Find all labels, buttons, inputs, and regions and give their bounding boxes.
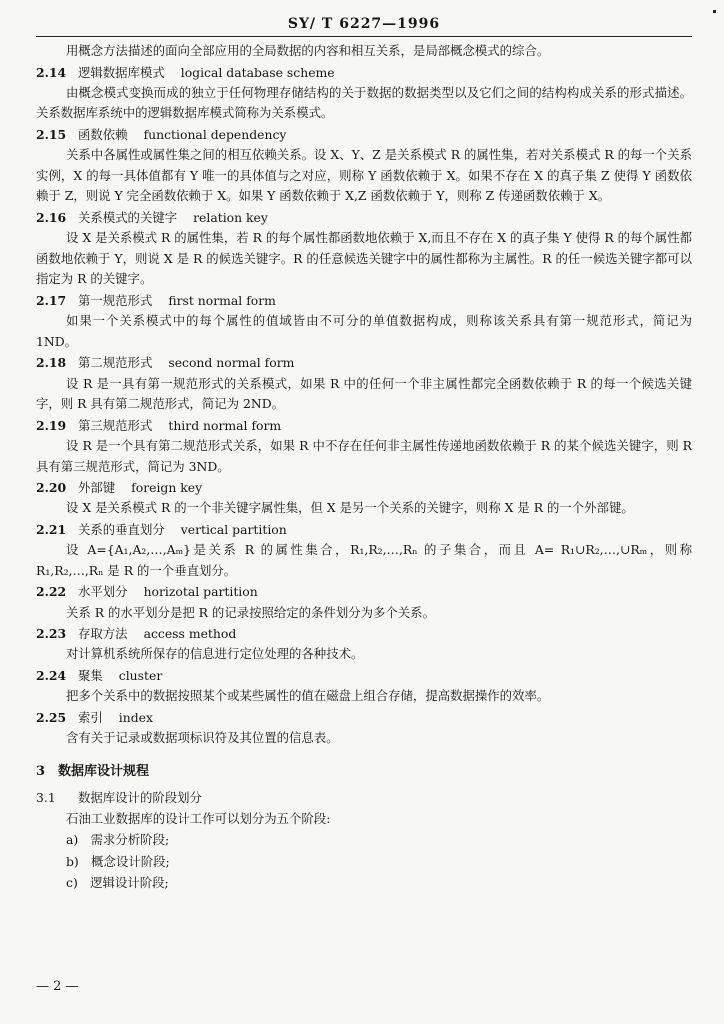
term-number: 2.18 — [36, 355, 67, 371]
term-heading — [36, 415, 692, 436]
term-heading — [36, 124, 692, 145]
term-english: foreign key — [131, 480, 203, 496]
term-definition: 含有关于记录或数据项标识符及其位置的信息表。 — [66, 729, 339, 745]
header-rule — [36, 36, 692, 37]
term-heading — [36, 290, 692, 311]
term-chinese: 聚集 — [78, 667, 103, 683]
term-number: 2.25 — [36, 709, 67, 725]
page-number: — 2 — — [36, 979, 79, 994]
term-definition: 对计算机系统所保存的信息进行定位处理的各种技术。 — [66, 646, 364, 662]
term-english: first normal form — [168, 292, 276, 308]
term-number: 2.19 — [36, 417, 67, 433]
term-definition: 设 X 是关系模式 R 的属性集，若 R 的每个属性都函数地依赖于 X,而且不存在 X 的真子集 Y 使得 R 的每个属性都函数地依赖于 Y，则说 X 是 R 的候选关键字。R 的任意候选关键字中的属性都称为主属性。R 的任一候选关键字都可以指定为 R 的关键字。 — [36, 230, 692, 287]
term-heading — [36, 581, 692, 602]
term-chinese: 第三规范形式 — [78, 417, 153, 433]
term-number: 2.21 — [36, 521, 67, 537]
term-english: index — [118, 709, 153, 725]
section-3-title: 3 数据库设计规程 — [36, 763, 150, 779]
list-item: a) 需求分析阶段; — [66, 832, 170, 848]
term-heading — [36, 62, 692, 83]
term-english: relation key — [193, 209, 268, 225]
term-number: 2.20 — [36, 480, 67, 496]
term-number: 2.16 — [36, 209, 67, 225]
term-english: functional dependency — [143, 126, 287, 142]
term-definition: 如果一个关系模式中的每个属性的值域皆由不可分的单值数据构成，则称该关系具有第一规范形式，简记为 1ND。 — [36, 313, 692, 349]
term-definition: 设 R 是一个具有第二规范形式关系，如果 R 中不存在任何非主属性传递地函数依赖于 R 的某个候选关键字，则 R 具有第三规范形式，简记为 3ND。 — [36, 437, 692, 474]
term-english: cluster — [118, 667, 163, 683]
section-3-1-heading — [36, 787, 692, 809]
term-number: 2.22 — [36, 584, 67, 600]
term-number: 2.23 — [36, 626, 67, 642]
term-chinese: 第二规范形式 — [78, 355, 153, 371]
term-definition: 关系中各属性或属性集之间的相互依赖关系。设 X、Y、Z 是关系模式 R 的属性集，若对关系模式 R 的每一个关系实例，X 的每一具体值都有 Y 唯一的具体值与之对应，则称 Y 函数依赖于 X。如果不存在 X 的真子集 Z 使得 Y 函数依赖于 Z，则说 Y 完全函数依赖于 X。如果 Y 函数依赖于 X,Z 函数依赖于 Y，则称 Z 传递函数依赖于 X。 — [36, 147, 692, 204]
term-definition: 把多个关系中的数据按照某个或某些属性的值在磁盘上组合存储，提高数据操作的效率。 — [66, 688, 550, 704]
term-definition: 关系 R 的水平划分是把 R 的记录按照给定的条件划分为多个关系。 — [66, 604, 435, 620]
term-heading — [36, 707, 692, 728]
term-chinese: 函数依赖 — [78, 126, 128, 142]
term-chinese: 逻辑数据库模式 — [78, 64, 165, 80]
term-english: second normal form — [168, 355, 295, 371]
term-heading — [36, 207, 692, 228]
section-title: 数据库设计的阶段划分 — [78, 789, 202, 805]
term-english: horizotal partition — [143, 584, 258, 600]
term-english: logical database scheme — [180, 64, 335, 80]
term-english: access method — [143, 626, 237, 642]
term-chinese: 索引 — [78, 709, 103, 725]
standard-header: SY/ T 6227—1996 — [287, 16, 441, 32]
term-number: 2.15 — [36, 126, 67, 142]
list-item: c) 逻辑设计阶段; — [66, 875, 169, 891]
term-definition: 由概念模式变换而成的独立于任何物理存储结构的关于数据的数据类型以及它们之间的结构构成关系的形式描述。关系数据库系统中的逻辑数据库模式简称为关系模式。 — [36, 84, 692, 121]
term-heading — [36, 665, 692, 686]
term-number: 2.14 — [36, 64, 67, 80]
terms-list — [36, 62, 692, 749]
section-number: 3.1 — [36, 789, 56, 805]
term-chinese: 存取方法 — [78, 626, 128, 642]
list-item: b) 概念设计阶段; — [66, 853, 170, 869]
term-heading — [36, 477, 692, 498]
term-definition: 设 R 是一具有第一规范形式的关系模式，如果 R 中的任何一个非主属性都完全函数依赖于 R 的每一个候选关键字，则 R 具有第二规范形式，简记为 2ND。 — [36, 375, 692, 412]
term-definition: 设 A={A₁,A₂,…,Aₘ}是关系 R 的属性集合，R₁,R₂,…,Rₙ 的子集合，而且 A= R₁∪R₂,…,∪Rₘ，则称 R₁,R₂,…,Rₙ 是 R 的一个垂直划分。 — [36, 542, 692, 578]
term-heading — [36, 623, 692, 644]
term-chinese: 关系模式的关键字 — [78, 209, 178, 225]
term-heading — [36, 519, 692, 540]
term-chinese: 关系的垂直划分 — [78, 521, 165, 537]
term-definition: 设 X 是关系模式 R 的一个非关键字属性集，但 X 是另一个关系的关键字，则称 X 是 R 的一个外部键。 — [66, 500, 634, 516]
term-english: vertical partition — [180, 521, 287, 537]
intro-paragraph: 用概念方法描述的面向全部应用的全局数据的内容和相互关系，是局部概念模式的综合。 — [66, 43, 550, 58]
term-chinese: 外部键 — [78, 480, 116, 496]
term-english: third normal form — [168, 417, 282, 433]
term-chinese: 水平划分 — [78, 584, 128, 600]
scan-speck — [713, 10, 716, 13]
term-heading — [36, 352, 692, 373]
term-number: 2.17 — [36, 292, 67, 308]
section-3-1-lead: 石油工业数据库的设计工作可以划分为五个阶段: — [66, 810, 331, 826]
term-number: 2.24 — [36, 667, 67, 683]
term-chinese: 第一规范形式 — [78, 292, 153, 308]
